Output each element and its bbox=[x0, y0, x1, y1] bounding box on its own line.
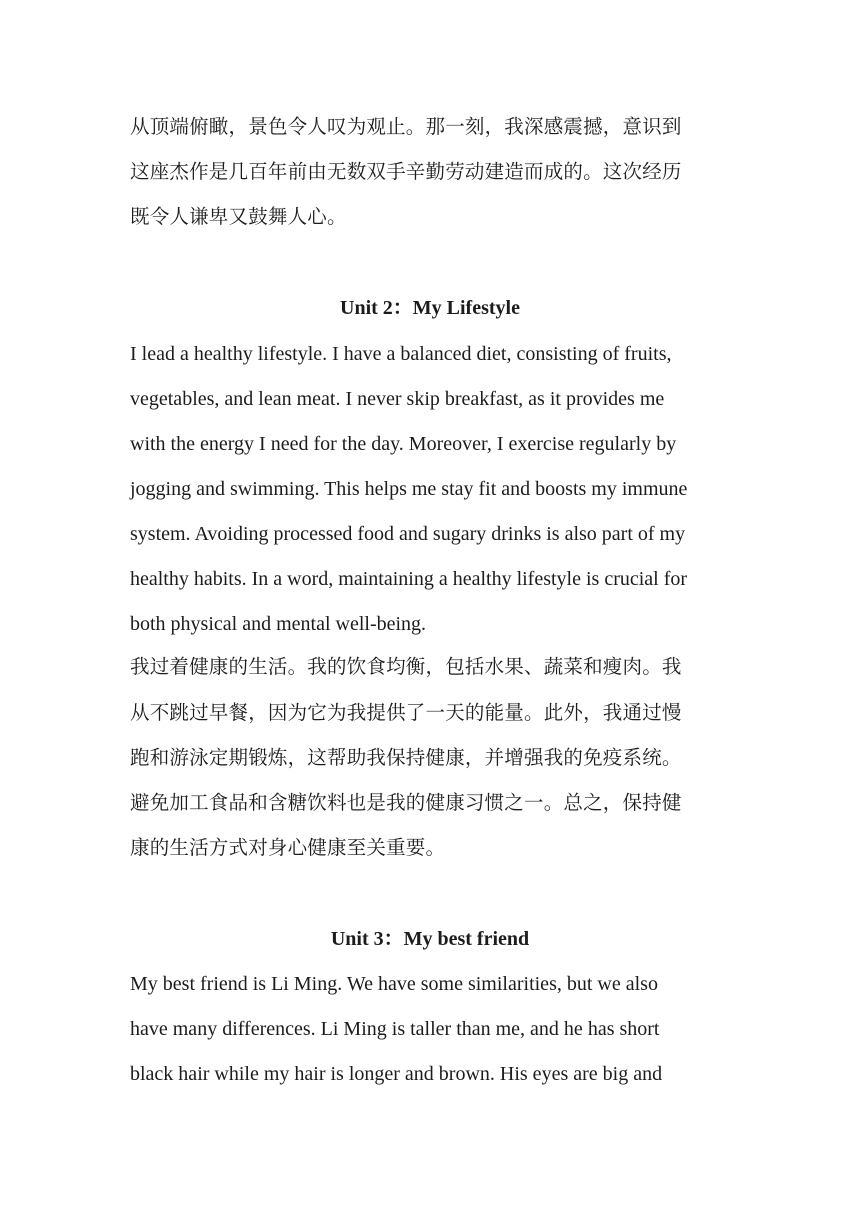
unit2-heading: Unit 2：My Lifestyle bbox=[340, 297, 520, 319]
unit2-en-line: vegetables, and lean meat. I never skip breakfast, as it provides me bbox=[130, 388, 665, 410]
unit3-en-line: have many differences. Li Ming is taller than me, and he has short bbox=[130, 1018, 660, 1040]
unit2-en-line: healthy habits. In a word, maintaining a healthy lifestyle is crucial for bbox=[130, 568, 688, 590]
unit2-en-line: jogging and swimming. This helps me stay fit and boosts my immune bbox=[130, 478, 688, 500]
unit2-en-line: system. Avoiding processed food and sugary drinks is also part of my bbox=[130, 523, 686, 545]
unit2-en-line: I lead a healthy lifestyle. I have a balanced diet, consisting of fruits, bbox=[130, 343, 672, 365]
unit2-cn-line: 康的生活方式对身心健康至关重要。 bbox=[130, 836, 446, 859]
unit2-cn-line: 避免加工食品和含糖饮料也是我的健康习惯之一。总之，保持健 bbox=[130, 791, 682, 814]
unit2-en-line: with the energy I need for the day. Moreover, I exercise regularly by bbox=[130, 433, 677, 455]
unit3-en-line: black hair while my hair is longer and brown. His eyes are big and bbox=[130, 1063, 663, 1085]
unit2-cn-line: 跑和游泳定期锻炼，这帮助我保持健康，并增强我的免疫系统。 bbox=[130, 746, 682, 769]
unit3-heading: Unit 3：My best friend bbox=[330, 928, 530, 950]
intro-cn-line: 这座杰作是几百年前由无数双手辛勤劳动建造而成的。这次经历 bbox=[130, 160, 682, 183]
unit2-cn-line: 我过着健康的生活。我的饮食均衡，包括水果、蔬菜和瘦肉。我 bbox=[130, 655, 682, 678]
unit2-cn-line: 从不跳过早餐，因为它为我提供了一天的能量。此外，我通过慢 bbox=[130, 701, 682, 724]
unit2-en-line: both physical and mental well-being. bbox=[130, 613, 427, 635]
intro-cn-line: 从顶端俯瞰，景色令人叹为观止。那一刻，我深感震撼，意识到 bbox=[130, 115, 682, 138]
intro-cn-line: 既令人谦卑又鼓舞人心。 bbox=[130, 205, 347, 228]
unit3-en-line: My best friend is Li Ming. We have some similarities, but we also bbox=[130, 973, 658, 995]
